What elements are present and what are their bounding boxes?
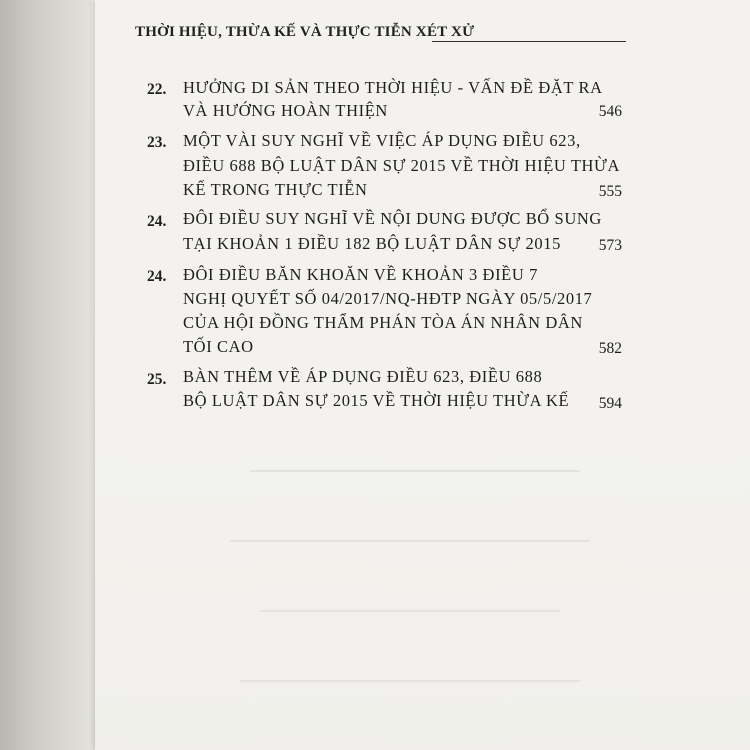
entry-page-number: 594 (598, 395, 622, 412)
entry-title-line: ĐÔI ĐIỀU SUY NGHĨ VỀ NỘI DUNG ĐƯỢC BỔ SUNG (183, 209, 602, 228)
entry-title-line: TẠI KHOẢN 1 ĐIỀU 182 BỘ LUẬT DÂN SỰ 2015 (183, 234, 561, 253)
entry-page-number: 573 (598, 237, 622, 254)
entry-number: 23. (147, 134, 167, 151)
entry-number: 22. (147, 81, 167, 98)
entry-title-line: ĐÔI ĐIỀU BĂN KHOĂN VỀ KHOẢN 3 ĐIỀU 7 (183, 265, 538, 284)
lower-page-area (95, 420, 750, 750)
running-header-title: THỜI HIỆU, THỪA KẾ VÀ THỰC TIỄN XÉT XỬ (135, 24, 475, 40)
entry-title-line: HƯỞNG DI SẢN THEO THỜI HIỆU - VẤN ĐỀ ĐẶT RA (183, 78, 603, 97)
entry-number: 24. (147, 268, 167, 285)
entry-title-line: MỘT VÀI SUY NGHĨ VỀ VIỆC ÁP DỤNG ĐIỀU 623, (183, 131, 581, 150)
entry-title-line: NGHỊ QUYẾT SỐ 04/2017/NQ-HĐTP NGÀY 05/5/2017 (183, 289, 593, 308)
entry-title-line: BỘ LUẬT DÂN SỰ 2015 VỀ THỜI HIỆU THỪA KẾ (183, 391, 570, 410)
entry-page-number: 555 (598, 183, 622, 200)
entry-title-line: CỦA HỘI ĐỒNG THẨM PHÁN TÒA ÁN NHÂN DÂN (183, 313, 583, 332)
entry-number: 24. (147, 213, 167, 230)
entry-title-line: ĐIỀU 688 BỘ LUẬT DÂN SỰ 2015 VỀ THỜI HIỆU THỪA (183, 156, 620, 175)
entry-title-line: KẾ TRONG THỰC TIỄN (183, 180, 368, 199)
entry-title-line: VÀ HƯỚNG HOÀN THIỆN (183, 101, 388, 120)
entry-title-line: BÀN THÊM VỀ ÁP DỤNG ĐIỀU 623, ĐIỀU 688 (183, 367, 543, 386)
entry-page-number: 582 (598, 340, 622, 357)
entry-title-line: TỐI CAO (183, 337, 254, 356)
entry-number: 25. (147, 371, 167, 388)
entry-page-number: 546 (598, 103, 622, 120)
